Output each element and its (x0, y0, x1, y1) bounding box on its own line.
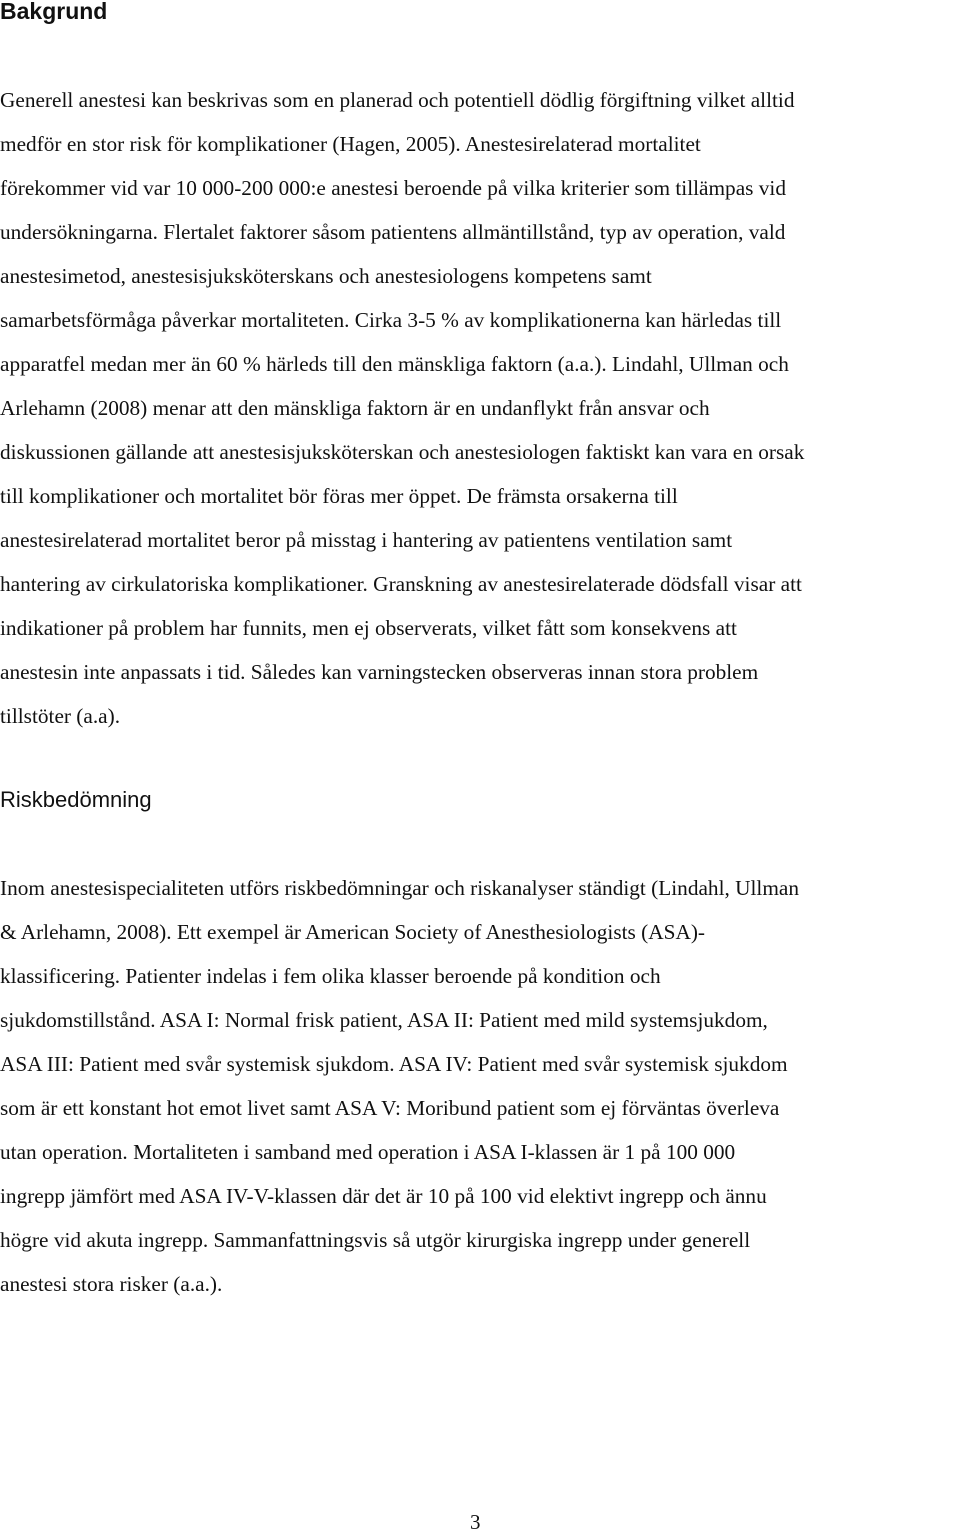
text-line: indikationer på problem har funnits, men ej observerats, vilket fått som konsekvens att (0, 616, 737, 640)
text-line: tillstöter (a.a). (0, 704, 121, 728)
text-line: anestesi stora risker (a.a.). (0, 1272, 223, 1296)
text-line: sjukdomstillstånd. ASA I: Normal frisk patient, ASA II: Patient med mild systemsjukdom, (0, 1008, 768, 1032)
section-heading-riskbedomning: Riskbedömning (0, 787, 152, 812)
text-line: Inom anestesispecialiteten utförs riskbedömningar och riskanalyser ständigt (Lindahl, Ullman (0, 876, 800, 900)
text-line: anestesirelaterad mortalitet beror på misstag i hantering av patientens ventilation samt (0, 528, 733, 552)
text-line: anestesin inte anpassats i tid. Således kan varningstecken observeras innan stora problem (0, 660, 759, 684)
text-line: samarbetsförmåga påverkar mortaliteten. Cirka 3-5 % av komplikationerna kan härledas till (0, 308, 782, 332)
text-line: & Arlehamn, 2008). Ett exempel är American Society of Anesthesiologists (ASA)- (0, 920, 706, 944)
text-line: Arlehamn (2008) menar att den mänskliga faktorn är en undanflykt från ansvar och (0, 396, 710, 420)
text-line: klassificering. Patienter indelas i fem olika klasser beroende på kondition och (0, 964, 661, 988)
text-line: högre vid akuta ingrepp. Sammanfattningsvis så utgör kirurgiska ingrepp under generell (0, 1228, 751, 1252)
text-line: utan operation. Mortaliteten i samband med operation i ASA I-klassen är 1 på 100 000 (0, 1140, 736, 1164)
text-line: apparatfel medan mer än 60 % härleds till den mänskliga faktorn (a.a.). Lindahl, Ullman och (0, 352, 789, 376)
text-line: som är ett konstant hot emot livet samt ASA V: Moribund patient som ej förväntas överleva (0, 1096, 780, 1120)
section-heading-bakgrund: Bakgrund (0, 0, 108, 24)
text-line: ASA III: Patient med svår systemisk sjukdom. ASA IV: Patient med svår systemisk sjukdom (0, 1052, 788, 1076)
text-line: förekommer vid var 10 000-200 000:e anestesi beroende på vilka kriterier som tillämpas vid (0, 176, 786, 200)
paragraph-riskbedomning (0, 866, 960, 1306)
text-line: medför en stor risk för komplikationer (Hagen, 2005). Anestesirelaterad mortalitet (0, 132, 701, 156)
paragraph-bakgrund (0, 78, 960, 738)
page-number: 3 (470, 1510, 481, 1534)
text-line: Generell anestesi kan beskrivas som en planerad och potentiell dödlig förgiftning vilket alltid (0, 88, 795, 112)
text-line: till komplikationer och mortalitet bör föras mer öppet. De främsta orsakerna till (0, 484, 678, 508)
text-line: undersökningarna. Flertalet faktorer såsom patientens allmäntillstånd, typ av operation, vald (0, 220, 786, 244)
text-line: diskussionen gällande att anestesisjuksköterskan och anestesiologen faktiskt kan vara en orsak (0, 440, 805, 464)
text-line: hantering av cirkulatoriska komplikationer. Granskning av anestesirelaterade dödsfall visar att (0, 572, 802, 596)
text-line: anestesimetod, anestesisjuksköterskans och anestesiologens kompetens samt (0, 264, 652, 288)
text-line: ingrepp jämfört med ASA IV-V-klassen där det är 10 på 100 vid elektivt ingrepp och ännu (0, 1184, 767, 1208)
